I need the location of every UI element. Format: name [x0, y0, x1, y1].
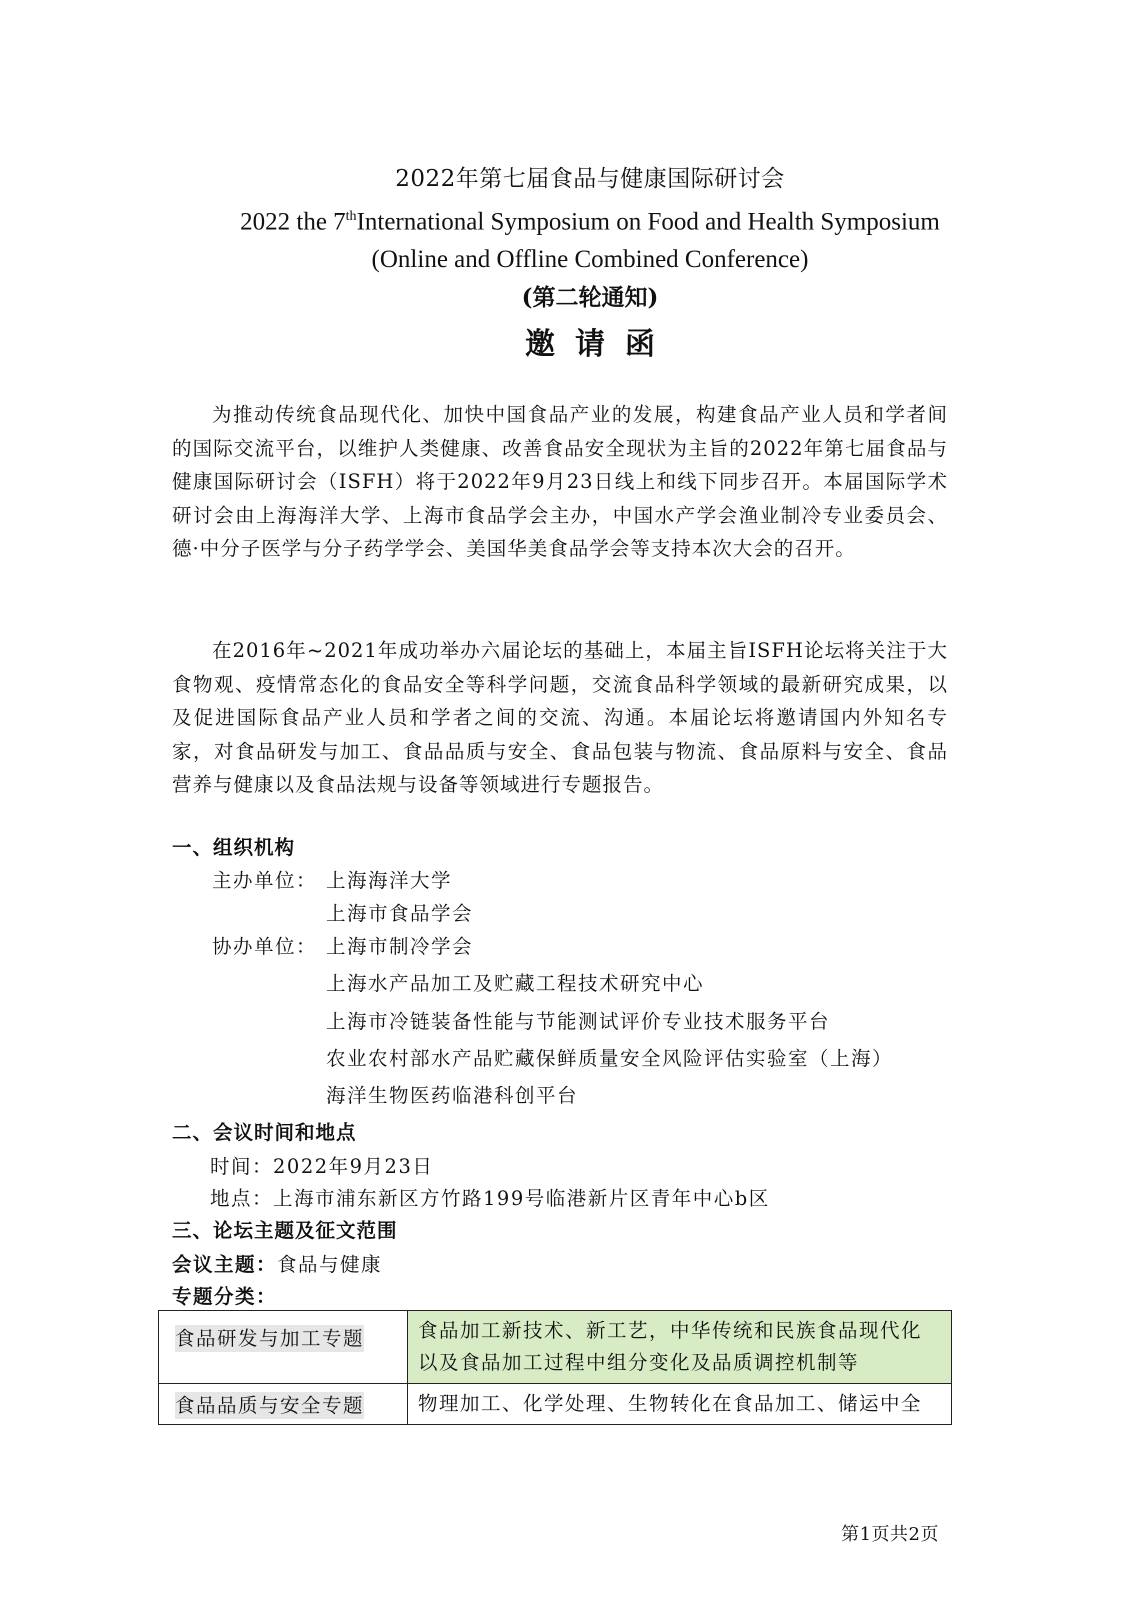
section-heading-organization: 一、组织机构 — [172, 836, 296, 859]
theme-label: 会议主题： — [172, 1253, 278, 1276]
co-host-label: 协办单位： — [212, 935, 318, 958]
title-english-pre: 2022 the 7 — [240, 208, 346, 236]
co-host-item: 上海市冷链装备性能与节能测试评价专业技术服务平台 — [326, 1010, 831, 1033]
topic-table — [158, 1310, 952, 1425]
title-english-post: International Symposium on Food and Health Symposium — [356, 208, 940, 236]
theme-line — [172, 1249, 382, 1277]
intro-paragraph-1: 为推动传统食品现代化、加快中国食品产业的发展，构建食品产业人员和学者间的国际交流平台，以维护人类健康、改善食品安全现状为主旨的2022年第七届食品与健康国际研讨会（ISFH）将于2022年9月23日线上和线下同步召开。本届国际学术研讨会由上海海洋大学、上海市食品学会主办，中国水产学会渔业制冷专业委员会、德·中分子医学与分子药学学会、美国华美食品学会等支持本次大会的召开。 — [172, 403, 948, 560]
title-english-sup: th — [345, 209, 357, 224]
co-host-item: 上海水产品加工及贮藏工程技术研究中心 — [326, 972, 705, 995]
topic-name: 食品研发与加工专题 — [175, 1327, 365, 1350]
host-item: 上海市食品学会 — [326, 902, 474, 925]
title-english-subtitle: (Online and Offline Combined Conference) — [371, 246, 809, 274]
topic-name-cell — [159, 1311, 408, 1384]
section-heading-theme: 三、论坛主题及征文范围 — [172, 1219, 398, 1242]
title-english — [150, 198, 1030, 241]
invitation-heading: 邀请函 — [525, 327, 675, 363]
host-label: 主办单位： — [212, 869, 318, 892]
notice-label: (第二轮通知) — [521, 284, 659, 312]
theme-value: 食品与健康 — [277, 1253, 383, 1276]
table-row — [159, 1384, 952, 1425]
co-host-item: 上海市制冷学会 — [326, 935, 474, 958]
topic-description: 食品加工新技术、新工艺，中华传统和民族食品现代化以及食品加工过程中组分变化及品质调控机制等 — [408, 1311, 952, 1384]
category-label: 专题分类： — [172, 1285, 278, 1308]
meeting-time: 时间：2022年9月23日 — [210, 1155, 434, 1178]
topic-name-cell — [159, 1384, 408, 1425]
page-footer: 第1页共2页 — [841, 1524, 939, 1545]
meeting-place: 地点：上海市浦东新区方竹路199号临港新片区青年中心b区 — [210, 1187, 770, 1210]
topic-name: 食品品质与安全专题 — [175, 1394, 365, 1417]
host-item: 上海海洋大学 — [326, 869, 453, 892]
section-heading-time-place: 二、会议时间和地点 — [172, 1121, 357, 1144]
intro-paragraph-2: 在2016年~2021年成功举办六届论坛的基础上，本届主旨ISFH论坛将关注于大食物观、疫情常态化的食品安全等科学问题，交流食品科学领域的最新研究成果，以及促进国际食品产业人员和学者之间的交流、沟通。本届论坛将邀请国内外知名专家，对食品研发与加工、食品品质与安全、食品包装与物流、食品原料与安全、食品营养与健康以及食品法规与设备等领域进行专题报告。 — [172, 639, 948, 796]
title-block — [150, 160, 1030, 373]
co-host-item: 农业农村部水产品贮藏保鲜质量安全风险评估实验室（上海） — [326, 1047, 894, 1070]
title-chinese: 2022年第七届食品与健康国际研讨会 — [395, 166, 785, 192]
topic-description: 物理加工、化学处理、生物转化在食品加工、储运中全 — [408, 1384, 952, 1425]
co-host-item: 海洋生物医药临港科创平台 — [326, 1084, 579, 1107]
table-row — [159, 1311, 952, 1384]
